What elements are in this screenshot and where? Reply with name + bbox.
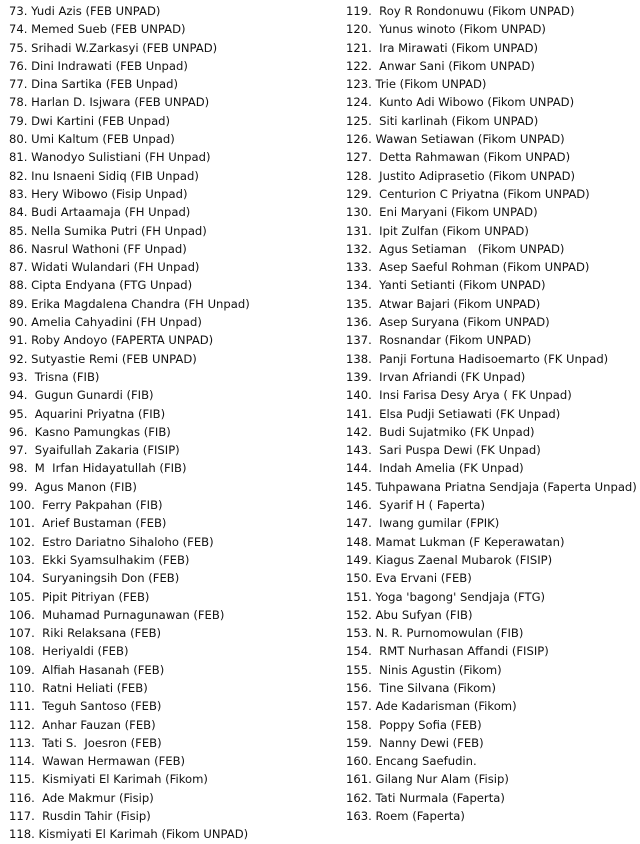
list-item: 113. Tati S. Joesron (FEB) <box>9 735 162 750</box>
list-item: 120. Yunus winoto (Fikom UNPAD) <box>346 22 546 37</box>
list-item: 143. Sari Puspa Dewi (FK Unpad) <box>346 443 541 458</box>
list-item: 110. Ratni Heliati (FEB) <box>9 680 148 695</box>
list-item: 126. Wawan Setiawan (Fikom UNPAD) <box>346 132 565 147</box>
list-item: 137. Rosnandar (Fikom UNPAD) <box>346 333 532 348</box>
list-item: 73. Yudi Azis (FEB UNPAD) <box>9 4 161 18</box>
list-item: 111. Teguh Santoso (FEB) <box>9 699 162 714</box>
list-item: 150. Eva Ervani (FEB) <box>346 571 472 586</box>
list-item: 141. Elsa Pudji Setiawati (FK Unpad) <box>346 406 561 421</box>
list-item: 89. Erika Magdalena Chandra (FH Unpad) <box>9 296 250 311</box>
list-item: 118. Kismiyati El Karimah (Fikom UNPAD) <box>9 827 249 842</box>
list-item: 146. Syarif H ( Faperta) <box>346 498 486 513</box>
list-item: 159. Nanny Dewi (FEB) <box>346 735 484 750</box>
list-item: 93. Trisna (FIB) <box>9 369 100 384</box>
list-item: 136. Asep Suryana (Fikom UNPAD) <box>346 315 550 330</box>
list-item: 144. Indah Amelia (FK Unpad) <box>346 461 524 476</box>
list-item: 82. Inu Isnaeni Sidiq (FIB Unpad) <box>9 168 199 183</box>
list-item: 114. Wawan Hermawan (FEB) <box>9 754 186 769</box>
list-item: 88. Cipta Endyana (FTG Unpad) <box>9 278 193 293</box>
list-item: 105. Pipit Pitriyan (FEB) <box>9 589 150 604</box>
list-item: 108. Heriyaldi (FEB) <box>9 644 129 659</box>
list-item: 74. Memed Sueb (FEB UNPAD) <box>9 22 186 37</box>
list-item: 103. Ekki Syamsulhakim (FEB) <box>9 552 190 567</box>
list-item: 76. Dini Indrawati (FEB Unpad) <box>9 58 188 73</box>
list-item: 155. Ninis Agustin (Fikom) <box>346 662 502 677</box>
list-item: 104. Suryaningsih Don (FEB) <box>9 571 180 586</box>
list-item: 81. Wanodyo Sulistiani (FH Unpad) <box>9 150 211 165</box>
list-item: 92. Sutyastie Remi (FEB UNPAD) <box>9 351 197 366</box>
list-item: 133. Asep Saeful Rohman (Fikom UNPAD) <box>346 260 590 275</box>
list-item: 162. Tati Nurmala (Faperta) <box>346 790 505 805</box>
list-item: 101. Arief Bustaman (FEB) <box>9 516 167 531</box>
list-item: 122. Anwar Sani (Fikom UNPAD) <box>346 58 535 73</box>
list-item: 157. Ade Kadarisman (Fikom) <box>346 699 517 714</box>
list-item: 135. Atwar Bajari (Fikom UNPAD) <box>346 296 541 311</box>
list-item: 139. Irvan Afriandi (FK Unpad) <box>346 369 526 384</box>
list-item: 119. Roy R Rondonuwu (Fikom UNPAD) <box>346 4 575 18</box>
list-item: 134. Yanti Setianti (Fikom UNPAD) <box>346 278 546 293</box>
list-item: 107. Riki Relaksana (FEB) <box>9 626 162 641</box>
list-item: 80. Umi Kaltum (FEB Unpad) <box>9 132 175 147</box>
list-item: 149. Kiagus Zaenal Mubarok (FISIP) <box>346 552 553 567</box>
list-item: 153. N. R. Purnomowulan (FIB) <box>346 626 524 641</box>
list-item: 158. Poppy Sofia (FEB) <box>346 717 482 732</box>
list-item: 98. M Irfan Hidayatullah (FIB) <box>9 461 187 476</box>
left-name-column <box>9 2 339 844</box>
list-item: 132. Agus Setiaman (Fikom UNPAD) <box>346 241 565 256</box>
list-item: 123. Trie (Fikom UNPAD) <box>346 77 487 92</box>
list-item: 77. Dina Sartika (FEB Unpad) <box>9 77 179 92</box>
list-item: 138. Panji Fortuna Hadisoemarto (FK Unpad) <box>346 351 609 366</box>
list-item: 102. Estro Dariatno Sihaloho (FEB) <box>9 534 214 549</box>
list-item: 94. Gugun Gunardi (FIB) <box>9 388 154 403</box>
list-item: 130. Eni Maryani (Fikom UNPAD) <box>346 205 538 220</box>
list-item: 96. Kasno Pamungkas (FIB) <box>9 424 171 439</box>
list-item: 152. Abu Sufyan (FIB) <box>346 607 473 622</box>
list-item: 156. Tine Silvana (Fikom) <box>346 680 496 695</box>
right-name-column <box>346 2 636 825</box>
list-item: 83. Hery Wibowo (Fisip Unpad) <box>9 186 188 201</box>
list-item: 128. Justito Adiprasetio (Fikom UNPAD) <box>346 168 576 183</box>
list-item: 131. Ipit Zulfan (Fikom UNPAD) <box>346 223 529 238</box>
list-item: 151. Yoga 'bagong' Sendjaja (FTG) <box>346 589 546 604</box>
list-item: 142. Budi Sujatmiko (FK Unpad) <box>346 424 535 439</box>
list-item: 148. Mamat Lukman (F Keperawatan) <box>346 534 565 549</box>
list-item: 85. Nella Sumika Putri (FH Unpad) <box>9 223 207 238</box>
list-item: 87. Widati Wulandari (FH Unpad) <box>9 260 200 275</box>
list-item: 129. Centurion C Priyatna (Fikom UNPAD) <box>346 186 590 201</box>
list-item: 78. Harlan D. Isjwara (FEB UNPAD) <box>9 95 210 110</box>
list-item: 161. Gilang Nur Alam (Fisip) <box>346 772 509 787</box>
list-item: 97. Syaifullah Zakaria (FISIP) <box>9 443 180 458</box>
list-item: 147. Iwang gumilar (FPIK) <box>346 516 500 531</box>
list-item: 160. Encang Saefudin. <box>346 754 477 769</box>
list-item: 109. Alfiah Hasanah (FEB) <box>9 662 165 677</box>
list-item: 145. Tuhpawana Priatna Sendjaja (Faperta Unpad) <box>346 479 637 494</box>
list-item: 86. Nasrul Wathoni (FF Unpad) <box>9 241 187 256</box>
list-item: 163. Roem (Faperta) <box>346 809 465 824</box>
list-item: 106. Muhamad Purnagunawan (FEB) <box>9 607 225 622</box>
list-item: 140. Insi Farisa Desy Arya ( FK Unpad) <box>346 388 572 403</box>
list-item: 121. Ira Mirawati (Fikom UNPAD) <box>346 40 539 55</box>
list-item: 154. RMT Nurhasan Affandi (FISIP) <box>346 644 549 659</box>
list-item: 124. Kunto Adi Wibowo (Fikom UNPAD) <box>346 95 575 110</box>
list-item: 99. Agus Manon (FIB) <box>9 479 137 494</box>
list-item: 84. Budi Artaamaja (FH Unpad) <box>9 205 191 220</box>
list-item: 100. Ferry Pakpahan (FIB) <box>9 498 163 513</box>
list-item: 90. Amelia Cahyadini (FH Unpad) <box>9 315 202 330</box>
list-item: 116. Ade Makmur (Fisip) <box>9 790 154 805</box>
list-item: 117. Rusdin Tahir (Fisip) <box>9 809 151 824</box>
list-item: 75. Srihadi W.Zarkasyi (FEB UNPAD) <box>9 40 218 55</box>
list-item: 115. Kismiyati El Karimah (Fikom) <box>9 772 208 787</box>
list-item: 79. Dwi Kartini (FEB Unpad) <box>9 113 171 128</box>
list-item: 95. Aquarini Priyatna (FIB) <box>9 406 166 421</box>
list-item: 125. Siti karlinah (Fikom UNPAD) <box>346 113 539 128</box>
list-item: 127. Detta Rahmawan (Fikom UNPAD) <box>346 150 571 165</box>
list-item: 91. Roby Andoyo (FAPERTA UNPAD) <box>9 333 214 348</box>
list-item: 112. Anhar Fauzan (FEB) <box>9 717 156 732</box>
